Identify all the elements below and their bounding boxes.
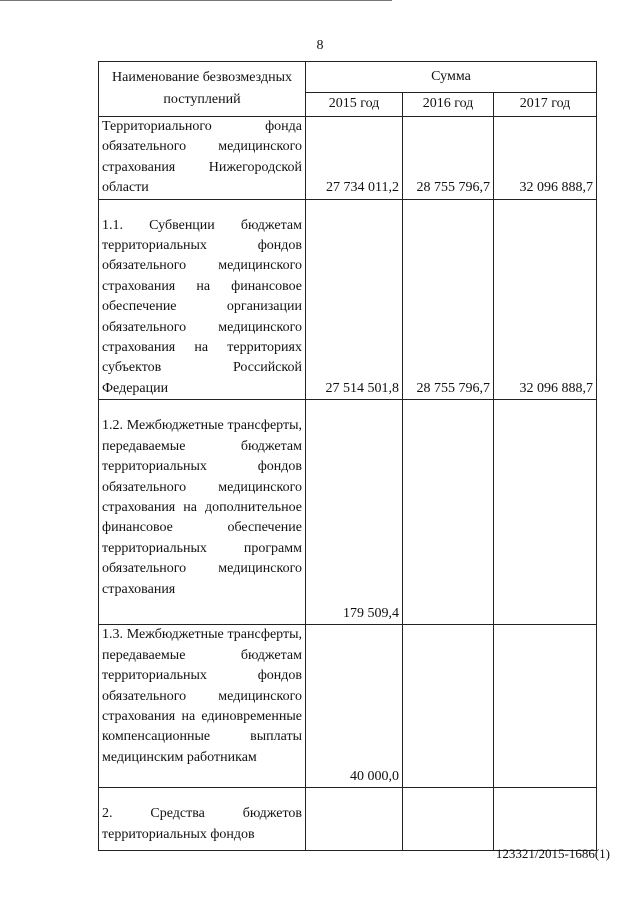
document-code: 123321/2015-1686(1) xyxy=(495,846,610,861)
row-name: 1.2. Межбюджетные трансферты, передаваемые бюджетам территориальных фондов обязательного медицинского страхования на дополнительное финансовое обеспечение территориальных программ обязательного медицинского страхования xyxy=(99,400,306,625)
value-2015: 27 514 501,8 xyxy=(306,199,403,400)
value-2017 xyxy=(494,788,597,851)
value-2015: 27 734 011,2 xyxy=(306,117,403,200)
row-name: 1.3. Межбюджетные трансферты, передаваемые бюджетам территориальных фондов обязательного медицинского страхования на единовременные компенсационные выплаты медицинским работникам xyxy=(99,625,306,788)
value-2015 xyxy=(306,788,403,851)
page-number: 8 xyxy=(316,38,324,53)
top-rule xyxy=(0,0,392,1)
value-2016 xyxy=(403,788,494,851)
header-year-2015: 2015 год xyxy=(306,92,403,116)
value-2016: 28 755 796,7 xyxy=(403,199,494,400)
value-2016 xyxy=(403,400,494,625)
table-row xyxy=(99,625,597,788)
header-name-column: Наименование безвозмездных поступлений xyxy=(99,62,306,117)
header-year-2016: 2016 год xyxy=(403,92,494,116)
header-sum: Сумма xyxy=(306,62,597,93)
value-2017: 32 096 888,7 xyxy=(494,199,597,400)
revenue-table xyxy=(98,61,597,851)
value-2017 xyxy=(494,625,597,788)
value-2015: 40 000,0 xyxy=(306,625,403,788)
table-row xyxy=(99,199,597,400)
table-row xyxy=(99,400,597,625)
table-row xyxy=(99,788,597,851)
value-2017 xyxy=(494,400,597,625)
header-year-2017: 2017 год xyxy=(494,92,597,116)
row-name: Территориального фонда обязательного медицинского страхования Нижегородской области xyxy=(99,117,306,200)
row-name: 1.1. Субвенции бюджетам территориальных фондов обязательного медицинского страхования на финансовое обеспечение организации обязательного медицинского страхования на территориях субъектов Российской Федерации xyxy=(99,199,306,400)
table-row xyxy=(99,117,597,200)
row-name: 2. Средства бюджетов территориальных фондов xyxy=(99,788,306,851)
value-2015: 179 509,4 xyxy=(306,400,403,625)
value-2017: 32 096 888,7 xyxy=(494,117,597,200)
value-2016: 28 755 796,7 xyxy=(403,117,494,200)
value-2016 xyxy=(403,625,494,788)
